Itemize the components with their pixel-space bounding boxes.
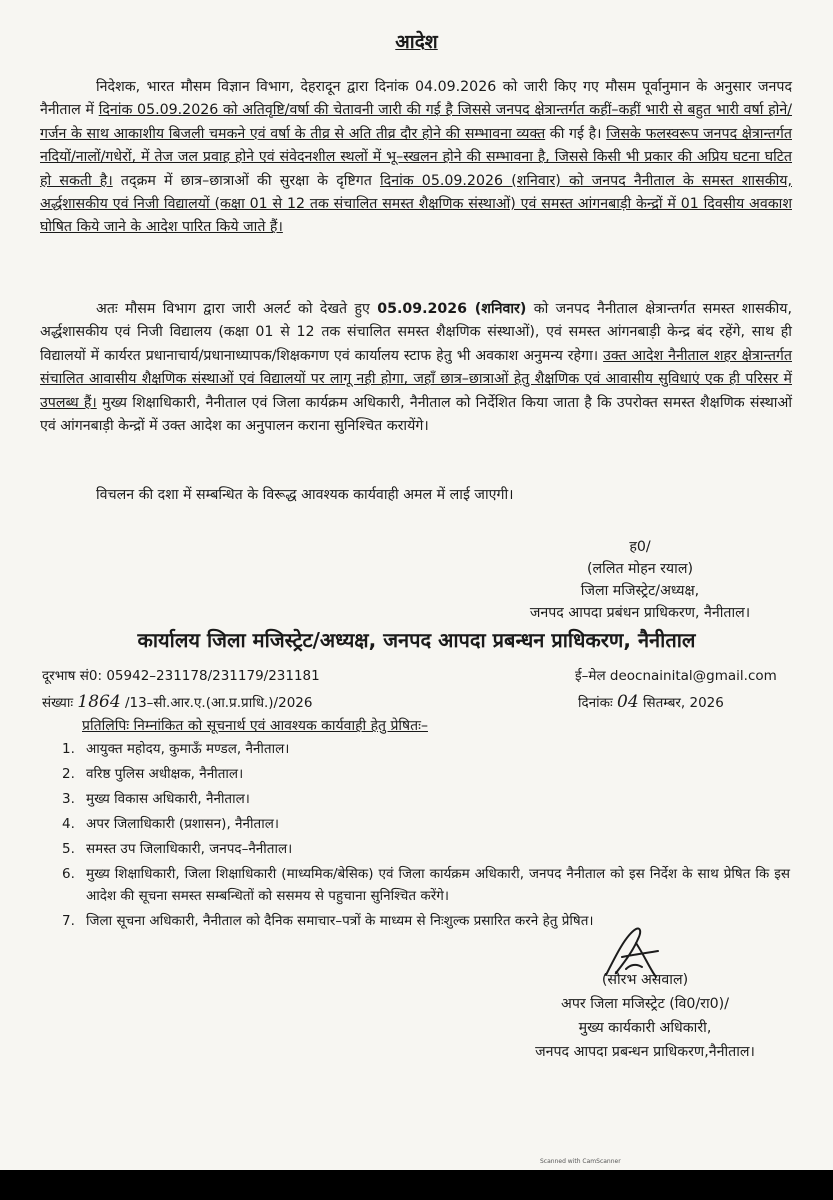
signature-block-adm — [470, 968, 820, 1064]
date-handwritten-day: 04 — [617, 692, 639, 712]
sig1-line-3: जिला मजिस्ट्रेट/अध्यक्ष, — [580, 583, 700, 599]
order-paragraph-2 — [40, 298, 792, 438]
sig1-line-1: ह0/ — [629, 539, 651, 555]
date-label: दिनांकः — [578, 695, 613, 711]
para1-text-2: दिनांक 05.09.2026 को अतिवृष्टि/वर्षा की चेतावनी जारी की गई है जिससे जनपद क्षेत्रान्तर्गत कहीं–कहीं भारी से बहुत भारी वर्षा होने/गर्जन के साथ आकाशीय बिजली चमकने एवं वर्षा के तीव्र से अति तीव्र दौर होने की सम्भावना व्यक्त — [40, 102, 792, 142]
scanner-watermark: Scanned with CamScanner — [540, 1158, 621, 1165]
phone-number — [42, 666, 320, 684]
sig2-line-4: जनपद आपदा प्रबन्धन प्राधिकरण,नैनीताल। — [535, 1044, 755, 1060]
para2-text-2: 05.09.2026 (शनिवार) — [377, 301, 527, 317]
email-label: ई–मेल — [575, 668, 606, 684]
order-paragraph-1 — [40, 76, 792, 240]
para3-text: विचलन की दशा में सम्बन्धित के विरूद्ध आवश्यक कार्यवाही अमल में लाई जाएगी। — [96, 487, 514, 503]
reference-label: संख्याः — [42, 695, 74, 711]
date-rest: सितम्बर, 2026 — [642, 695, 724, 711]
sig2-line-1: (सौरभ असवाल) — [601, 972, 689, 988]
email-value: deocnainital@gmail.com — [609, 668, 777, 684]
reference-handwritten-number: 1864 — [77, 692, 121, 712]
phone-label: दूरभाष सं0: — [42, 668, 103, 684]
email-address — [575, 666, 777, 684]
sig1-line-4: जनपद आपदा प्रबंधन प्राधिकरण, नैनीताल। — [529, 605, 751, 621]
para1-text-6: दिनांक 05.09.2026 (शनिवार) को जनपद नैनीताल के समस्त शासकीय, अर्द्धशासकीय एवं निजी विद्यालयों (कक्षा 01 से 12 तक संचालित समस्त शैक्षणिक संस्थाओं) एवं समस्त आंगनबाड़ी केन्द्रों में 01 दिवसीय अवकाश घोषित किये जाने के आदेश पारित किये जाते हैं। — [40, 172, 793, 236]
document-title: आदेश — [395, 31, 438, 53]
reference-number — [42, 692, 312, 712]
list-item: 2. वरिष्ठ पुलिस अधीक्षक, नैनीताल। — [62, 766, 244, 782]
office-header: कार्यालय जिला मजिस्ट्रेट/अध्यक्ष, जनपद आपदा प्रबन्धन प्राधिकरण, नैनीताल — [137, 628, 696, 652]
para1-text-1: निदेशक, भारत मौसम विज्ञान विभाग, देहरादून द्वारा दिनांक 04.09.2026 को जारी किए गए मौसम पूर्वानुमान के अनुसार जनपद नैनीताल में — [40, 79, 792, 119]
list-item: 4. अपर जिलाधिकारी (प्रशासन), नैनीताल। — [62, 816, 279, 832]
para1-text-3: की गई है। — [545, 125, 607, 142]
sig2-line-3: मुख्य कार्यकारी अधिकारी, — [578, 1020, 712, 1036]
para1-text-4: जिसके फलस्वरूप जनपद क्षेत्रान्तर्गत नदियों/नालों/गधेरों, में तेज जल प्रवाह होने एवं संवेदनशील स्थलों में भू–स्खलन होने की सम्भावना है, जिससे किसी भी प्रकार की अप्रिय घटना घटित हो सकती है। — [40, 125, 792, 189]
reference-suffix: /13–सी.आर.ए.(आ.प्र.प्राधि.)/2026 — [124, 695, 313, 711]
signature-block-dm — [470, 536, 810, 624]
sig2-line-2: अपर जिला मजिस्ट्रेट (वि0/रा0)/ — [561, 996, 729, 1012]
list-item: 3. मुख्य विकास अधिकारी, नैनीताल। — [62, 791, 250, 807]
list-item: 7. जिला सूचना अधिकारी, नैनीताल को दैनिक समाचार–पत्रों के माध्यम से निःशुल्क प्रसारित करने हेतु प्रेषित। — [62, 913, 594, 929]
bottom-black-bar — [0, 1170, 833, 1200]
para2-text-5: मुख्य शिक्षाधिकारी, नैनीताल एवं जिला कार्यक्रम अधिकारी, नैनीताल को निर्देशित किया जाता है कि उपरोक्त समस्त शैक्षणिक संस्थाओं एवं आंगनबाड़ी केन्द्रों में उक्त आदेश का अनुपालन कराना सुनिश्चित करायेंगे। — [40, 394, 792, 435]
sig1-line-2: (ललित मोहन रयाल) — [587, 561, 693, 577]
order-paragraph-3 — [40, 484, 792, 507]
para1-text-5: तद्क्रम में छात्र–छात्राओं की सुरक्षा के दृष्टिगत — [112, 172, 380, 189]
issue-date — [578, 692, 724, 712]
phone-value: 05942–231178/231179/231181 — [106, 668, 320, 684]
para2-text-4: उक्त आदेश नैनीताल शहर क्षेत्रान्तर्गत संचालित आवासीय शैक्षणिक संस्थाओं एवं विद्यालयों पर लागू नही होगा, जहाँ छात्र–छात्राओं हेतु शैक्षणिक एवं आवासीय सुविधाएं एक ही परिसर में उपलब्ध हैं। — [40, 347, 792, 411]
para2-text-3: को जनपद नैनीताल क्षेत्रान्तर्गत समस्त शासकीय, अर्द्धशासकीय एवं निजी विद्यालय (कक्षा 01 से 12 तक संचालित समस्त शैक्षणिक संस्थाओं), एवं समस्त आंगनबाड़ी केन्द्र बंद रहेंगे, साथ ही विद्यालयों में कार्यरत प्रधानाचार्य/प्रधानाध्यापक/शिक्षकगण एवं कार्यालय स्टाफ हेतु भी अवकाश अनुमन्य रहेगा। — [40, 301, 792, 364]
para2-text-1: अतः मौसम विभाग द्वारा जारी अलर्ट को देखते हुए — [96, 301, 378, 317]
list-item: 5. समस्त उप जिलाधिकारी, जनपद–नैनीताल। — [62, 841, 293, 857]
list-item: 1. आयुक्त महोदय, कुमाऊँ मण्डल, नैनीताल। — [62, 741, 290, 757]
copy-heading: प्रतिलिपिः निम्नांकित को सूचनार्थ एवं आवश्यक कार्यवाही हेतु प्रेषितः– — [82, 718, 428, 734]
copy-recipient-list — [62, 738, 790, 935]
list-item: 6. मुख्य शिक्षाधिकारी, जिला शिक्षाधिकारी (माध्यमिक/बेसिक) एवं जिला कार्यक्रम अधिकारी, जनपद नैनीताल को इस निर्देश के साथ प्रेषित कि इस आदेश की सूचना समस्त सम्बन्धितों को ससमय से पहुचाना सुनिश्चित करेंगे। — [62, 866, 790, 904]
